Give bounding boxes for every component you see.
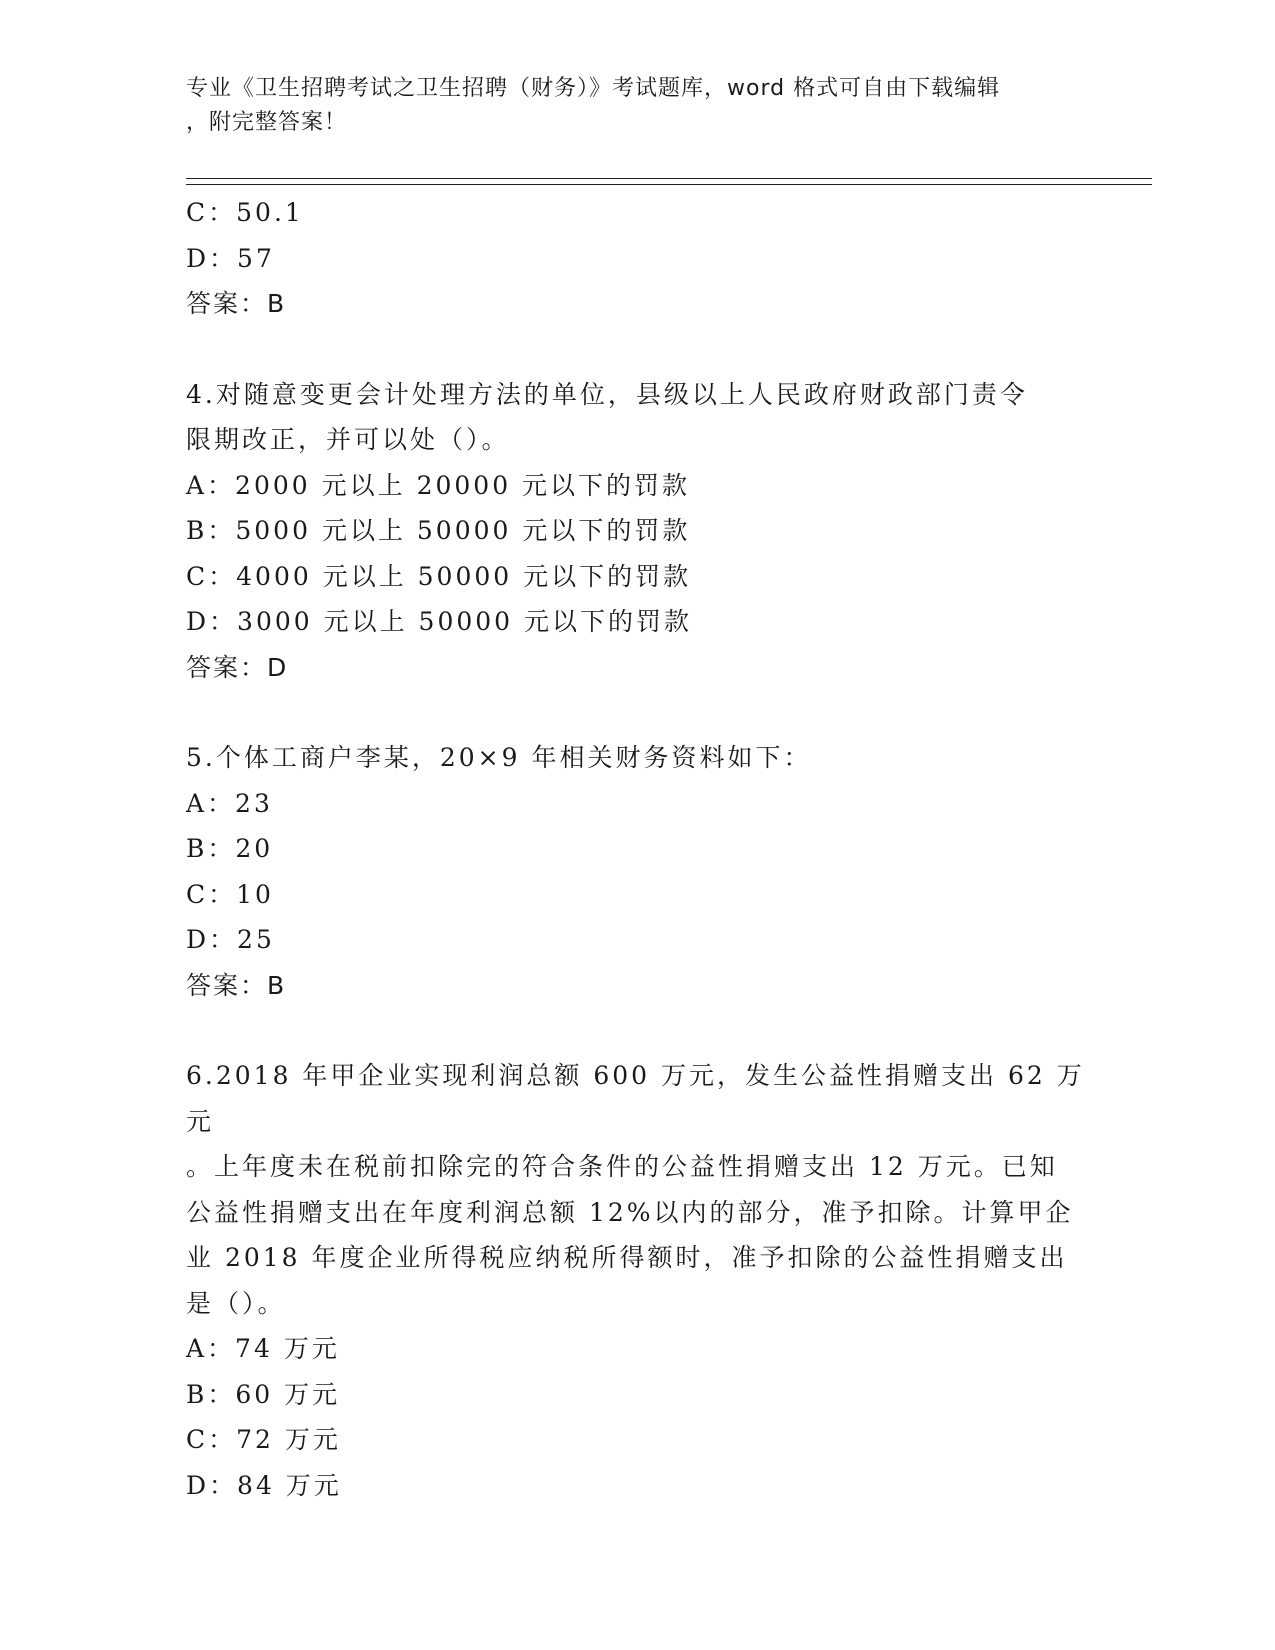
question-stem: 4.对随意变更会计处理方法的单位，县级以上人民政府财政部门责令 限期改正，并可以处（）。: [186, 379, 1028, 454]
header-rule-top: [186, 178, 1152, 179]
question-5: [186, 735, 1086, 1008]
answer-line: 答案：B: [186, 970, 287, 1000]
option-b: B：5000 元以上 50000 元以下的罚款: [186, 516, 691, 545]
question-3-tail: [186, 190, 1086, 327]
option-d: D：57: [186, 243, 275, 273]
option-a: A：23: [186, 788, 273, 818]
question-stem: 6.2018 年甲企业实现利润总额 600 万元，发生公益性捐赠支出 62 万元 。上年度未在税前扣除完的符合条件的公益性捐赠支出 12 万元。已知 公益性捐赠支出在年度利润总额 12%以内的部分，准予扣除。计算甲企 业 2018 年度企业所得税应纳税所得额时，准予扣除的公益性捐赠支出 是（）。: [186, 1061, 1085, 1318]
option-c: C：10: [186, 879, 274, 909]
question-6: [186, 1053, 1086, 1508]
option-a: A：74 万元: [186, 1334, 340, 1363]
document-header: 专业《卫生招聘考试之卫生招聘（财务）》考试题库，word 格式可自由下载编辑 ，附完整答案！: [186, 76, 1001, 135]
answer-line: 答案：B: [186, 289, 287, 318]
option-d: D：84 万元: [186, 1470, 342, 1500]
question-content: [186, 190, 1086, 1508]
option-b: B：60 万元: [186, 1379, 341, 1409]
question-4: [186, 372, 1086, 691]
option-d: D：25: [186, 925, 275, 954]
option-c: C：50.1: [186, 198, 304, 227]
header-rule-bottom: [186, 184, 1152, 185]
question-stem: 5.个体工商户李某，20×9 年相关财务资料如下：: [186, 743, 812, 772]
answer-line: 答案：D: [186, 652, 289, 682]
option-c: C：4000 元以上 50000 元以下的罚款: [186, 561, 692, 591]
option-d: D：3000 元以上 50000 元以下的罚款: [186, 607, 693, 636]
option-b: B：20: [186, 834, 274, 863]
option-a: A：2000 元以上 20000 元以下的罚款: [186, 470, 691, 500]
option-c: C：72 万元: [186, 1425, 341, 1454]
